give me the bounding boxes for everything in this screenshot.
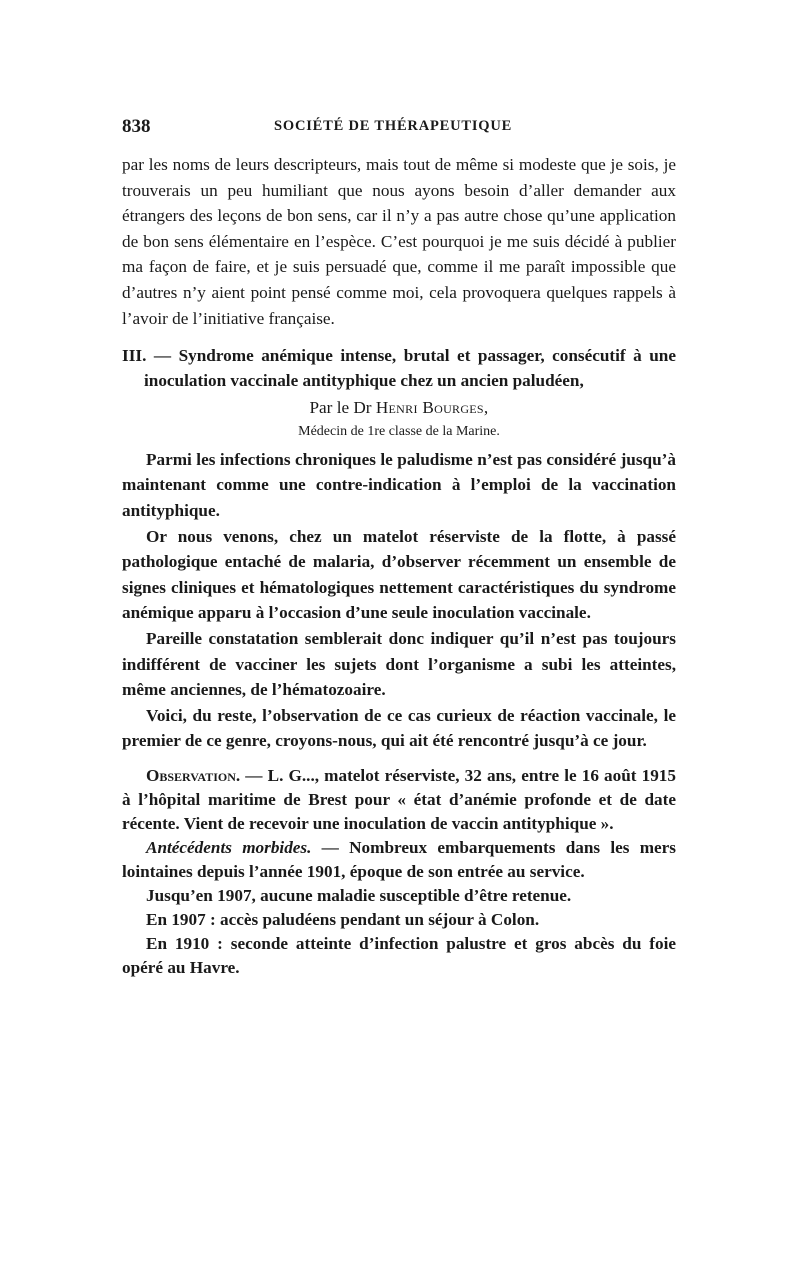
observation-label: Observation. <box>146 765 241 785</box>
running-head: SOCIÉTÉ DE THÉRAPEUTIQUE <box>274 118 513 134</box>
observation-text: — L. G..., matelot réserviste, 32 ans, entre le 16 août 1915 à l’hôpital maritime de Brest pour « état d’anémie profonde et de date récente. Vient de recevoir une inoculation de vaccin antityphique ». <box>122 765 676 833</box>
body-paragraph: Voici, du reste, l’observation de ce cas curieux de réaction vaccinale, le premier de ce genre, croyons-nous, qui ait été rencontré jusqu’à ce jour. <box>122 705 676 751</box>
author-byline <box>122 395 676 421</box>
byline-prefix: Par le Dr <box>309 398 372 418</box>
body-paragraph: Or nous venons, chez un matelot réserviste de la flotte, à passé pathologique entaché de malaria, d’observer récemment un ensemble de signes cliniques et hématologiques nettement caractéristiques du syndrome anémique apparu à l’occasion d’une seule inoculation vaccinale. <box>122 526 676 623</box>
history-line: En 1907 : accès paludéens pendant un séjour à Colon. <box>146 909 540 929</box>
body-paragraph: Pareille constatation semblerait donc indiquer qu’il n’est pas toujours indifférent de vacciner les sujets dont l’organisme a subi les atteintes, même anciennes, de l’hématozoaire. <box>122 628 676 700</box>
antecedents-label: Antécédents morbides. <box>146 837 312 857</box>
page-header <box>122 116 682 140</box>
author-affiliation: Médecin de 1re classe de la Marine. <box>298 423 500 439</box>
page-body <box>122 152 676 980</box>
author-name: Henri Bourges, <box>375 398 489 418</box>
antecedents-paragraph <box>122 836 676 884</box>
history-line: En 1910 : seconde atteinte d’infection palustre et gros abcès du foie opéré au Havre. <box>122 933 676 977</box>
section-title: III. — Syndrome anémique intense, brutal et passager, consécutif à une inoculation vaccinale antityphique chez un ancien paludéen, <box>122 346 676 391</box>
history-line: Jusqu’en 1907, aucune maladie susceptible d’être retenue. <box>146 885 572 905</box>
page-number: 838 <box>122 116 151 137</box>
observation-paragraph <box>122 764 676 836</box>
intro-paragraph: par les noms de leurs descripteurs, mais tout de même si modeste que je sois, je trouverais un peu humiliant que nous ayons besoin d’aller demander aux étrangers des leçons de bon sens, car il n’y a pas autre chose qu’une application de bon sens élémentaire en l’espèce. C’est pourquoi je me suis décidé à publier ma façon de faire, et je suis persuadé que, comme il me paraît impossible que d’autres n’y aient point pensé comme moi, cela provoquera quelques rappels à l’avoir de l’initiative française. <box>122 155 676 328</box>
body-paragraph: Parmi les infections chroniques le paludisme n’est pas considéré jusqu’à maintenant comme une contre-indication à l’emploi de la vaccination antityphique. <box>122 449 676 520</box>
antecedents-text: — Nombreux embarquements dans les mers lointaines depuis l’année 1901, époque de son entrée au service. <box>122 837 676 881</box>
